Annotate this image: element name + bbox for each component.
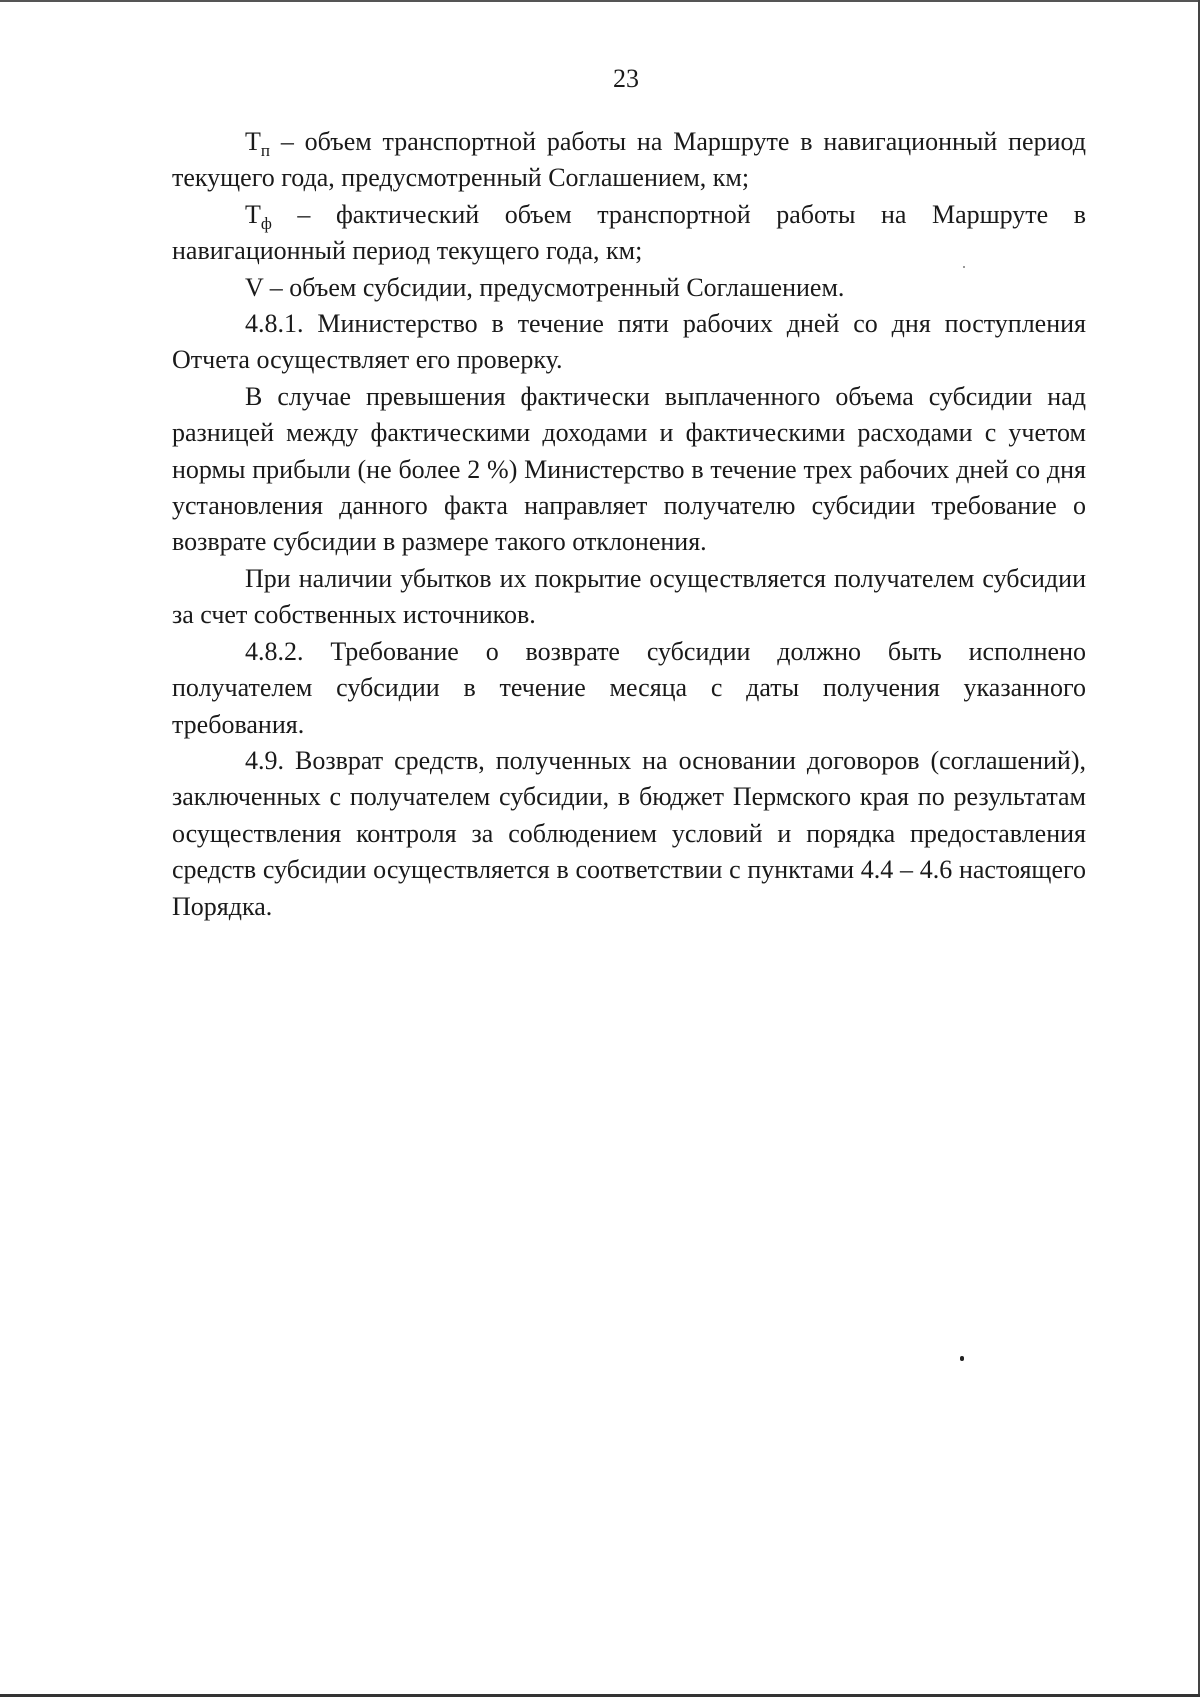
scan-speck	[963, 266, 965, 268]
paragraph-4-9: 4.9. Возврат средств, полученных на основании договоров (соглашений), заключенных с получателем субсидии, в бюджет Пермского края по результатам осуществления контроля за соблюдением условий и порядка предоставления средств субсидии осуществляется в соответствии с пунктами 4.4 – 4.6 настоящего Порядка.	[172, 745, 1086, 921]
paragraph-v-definition: V – объем субсидии, предусмотренный Соглашением.	[245, 272, 845, 302]
page-number: 23	[613, 64, 639, 93]
symbol-subscript: п	[260, 141, 270, 160]
body-text	[172, 124, 1086, 925]
symbol: Т	[245, 127, 261, 156]
symbol: Т	[245, 199, 261, 229]
paragraph-losses: При наличии убытков их покрытие осуществляется получателем субсидии за счет собственных источников.	[172, 563, 1086, 630]
paragraph-excess-subsidy: В случае превышения фактически выплаченного объема субсидии над разницей между фактическими доходами и фактическими расходами с учетом нормы прибыли (не более 2 %) Министерство в течение трех рабочих дней со дня установления данного факта направляет получателю субсидии требование о возврате субсидии в размере такого отклонения.	[172, 381, 1086, 557]
definition-text: – фактический объем транспортной работы на Маршруте в навигационный период текущего года, км;	[172, 199, 1086, 266]
symbol-subscript: ф	[260, 213, 272, 233]
paragraph-4-8-1: 4.8.1. Министерство в течение пяти рабочих дней со дня поступления Отчета осуществляет его проверку.	[172, 309, 1086, 375]
scan-border-top	[0, 0, 1200, 2]
paragraph-4-8-2: 4.8.2. Требование о возврате субсидии должно быть исполнено получателем субсидии в течение месяца с даты получения указанного требования.	[172, 636, 1086, 739]
paragraph-tp-definition	[172, 124, 1086, 197]
definition-text: – объем транспортной работы на Маршруте в навигационный период текущего года, предусмотренный Соглашением, км;	[172, 127, 1086, 193]
scan-dot	[960, 1356, 964, 1361]
paragraph-tf-definition	[172, 197, 1086, 270]
